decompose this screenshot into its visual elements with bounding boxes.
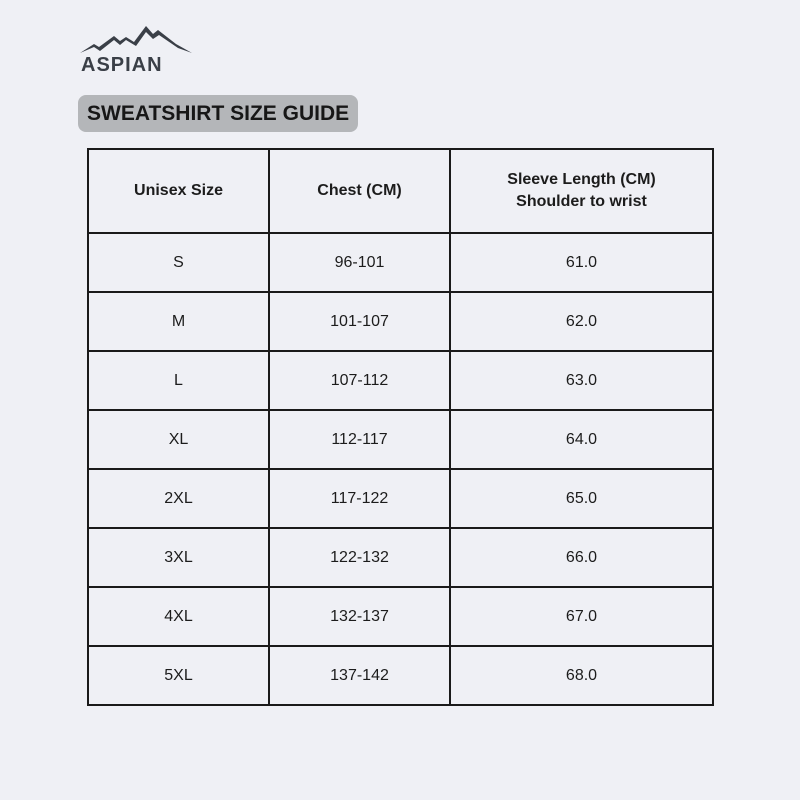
cell-size: 4XL [88, 587, 269, 646]
cell-size: 5XL [88, 646, 269, 705]
table-header-row [88, 149, 713, 233]
cell-sleeve: 67.0 [450, 587, 713, 646]
page-title: SWEATSHIRT SIZE GUIDE [78, 95, 358, 132]
brand-logo [80, 24, 196, 76]
cell-size: XL [88, 410, 269, 469]
mountain-peaks-icon [80, 24, 192, 54]
brand-name: ASPIAN [81, 54, 163, 76]
cell-size: 2XL [88, 469, 269, 528]
cell-sleeve: 62.0 [450, 292, 713, 351]
cell-chest: 96-101 [269, 233, 450, 292]
header-sleeve-length [450, 149, 713, 233]
table-row [88, 528, 713, 587]
cell-size: M [88, 292, 269, 351]
cell-chest: 101-107 [269, 292, 450, 351]
cell-size: S [88, 233, 269, 292]
header-chest: Chest (CM) [269, 149, 450, 233]
cell-chest: 122-132 [269, 528, 450, 587]
cell-chest: 107-112 [269, 351, 450, 410]
cell-chest: 117-122 [269, 469, 450, 528]
table-row [88, 469, 713, 528]
cell-size: 3XL [88, 528, 269, 587]
cell-sleeve: 65.0 [450, 469, 713, 528]
header-sleeve-line1: Sleeve Length (CM) [507, 171, 656, 188]
table-row [88, 351, 713, 410]
cell-chest: 112-117 [269, 410, 450, 469]
cell-sleeve: 63.0 [450, 351, 713, 410]
size-table [87, 148, 714, 706]
cell-sleeve: 66.0 [450, 528, 713, 587]
cell-sleeve: 68.0 [450, 646, 713, 705]
cell-size: L [88, 351, 269, 410]
header-sleeve-line2: Shoulder to wrist [516, 193, 647, 210]
table-row [88, 410, 713, 469]
table-row [88, 646, 713, 705]
cell-chest: 137-142 [269, 646, 450, 705]
cell-chest: 132-137 [269, 587, 450, 646]
cell-sleeve: 64.0 [450, 410, 713, 469]
table-row [88, 292, 713, 351]
table-row [88, 233, 713, 292]
header-unisex-size: Unisex Size [88, 149, 269, 233]
table-row [88, 587, 713, 646]
cell-sleeve: 61.0 [450, 233, 713, 292]
